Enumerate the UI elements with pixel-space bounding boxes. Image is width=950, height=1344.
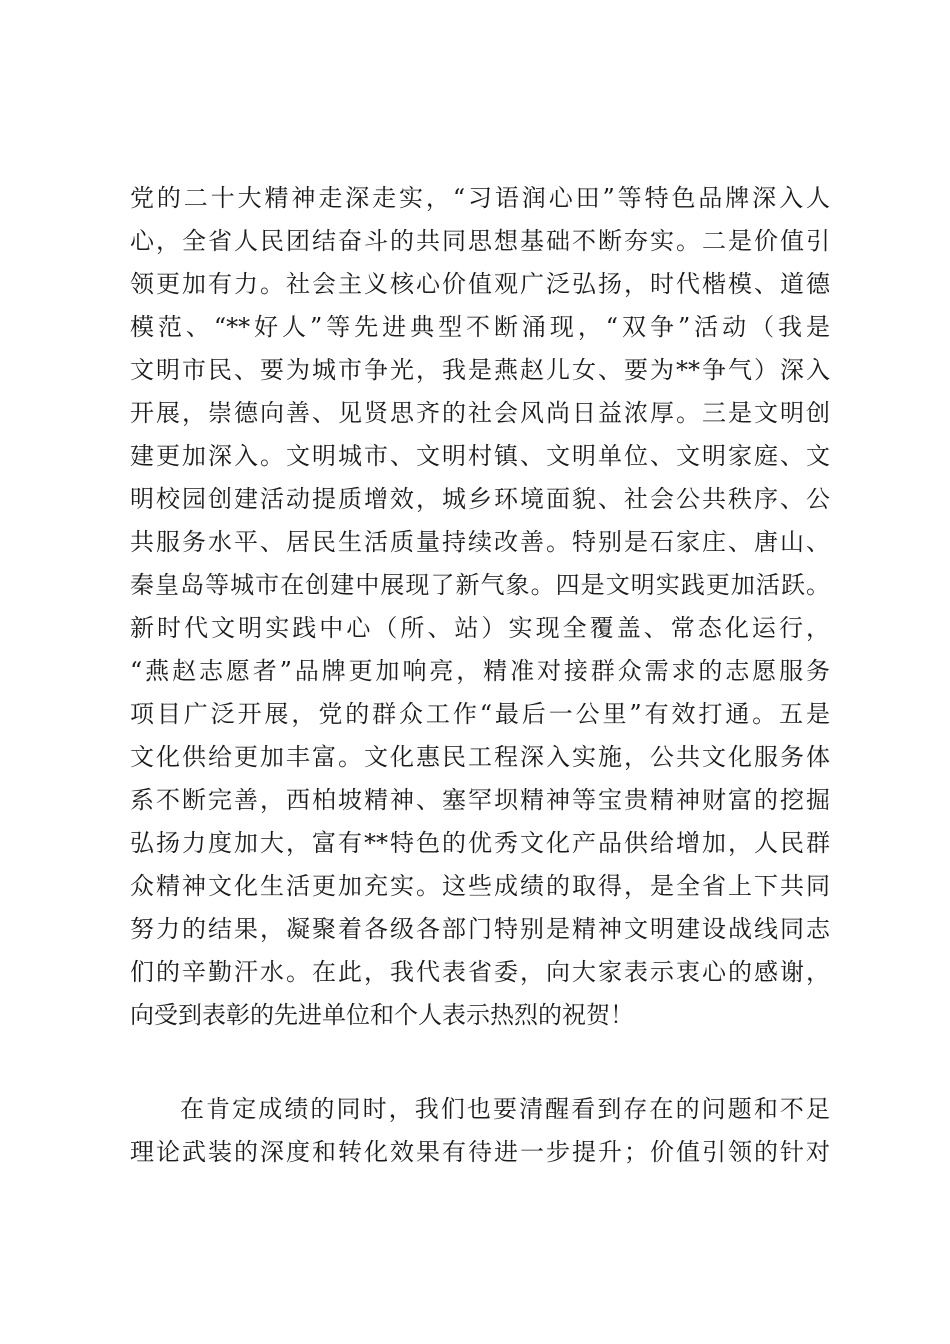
text-line: 秦皇岛等城市在创建中展现了新气象。四是文明实践更加活跃。	[130, 571, 830, 599]
text-line: 共服务水平、居民生活质量持续改善。特别是石家庄、唐山、	[130, 528, 830, 556]
text-line: 向受到表彰的先进单位和个人表示热烈的祝贺！	[130, 1001, 634, 1029]
text-line: 文化供给更加丰富。文化惠民工程深入实施，公共文化服务体	[130, 743, 830, 771]
text-line: 弘扬力度加大，富有**特色的优秀文化产品供给增加，人民群	[130, 829, 830, 857]
text-line: 建更加深入。文明城市、文明村镇、文明单位、文明家庭、文	[130, 442, 830, 470]
text-line: 们的辛勤汗水。在此，我代表省委，向大家表示衷心的感谢，	[130, 958, 830, 986]
text-line: 在肯定成绩的同时，我们也要清醒看到存在的问题和不足	[180, 1095, 830, 1123]
text-line: 明校园创建活动提质增效，城乡环境面貌、社会公共秩序、公	[130, 485, 830, 513]
text-line: 领更加有力。社会主义核心价值观广泛弘扬，时代楷模、道德	[130, 270, 830, 298]
text-line: 新时代文明实践中心（所、站）实现全覆盖、常态化运行，	[130, 614, 830, 642]
text-line: 文明市民、要为城市争光，我是燕赵儿女、要为**争气）深入	[130, 356, 830, 384]
text-line: 党的二十大精神走深走实，“习语润心田”等特色品牌深入人	[130, 184, 830, 212]
text-line: 众精神文化生活更加充实。这些成绩的取得，是全省上下共同	[130, 872, 830, 900]
text-line: “燕赵志愿者”品牌更加响亮，精准对接群众需求的志愿服务	[130, 657, 830, 685]
body-paragraph-problems	[130, 1088, 830, 1174]
text-line: 项目广泛开展，党的群众工作“最后一公里”有效打通。五是	[130, 700, 830, 728]
text-line: 心，全省人民团结奋斗的共同思想基础不断夯实。二是价值引	[130, 227, 830, 255]
text-line: 努力的结果，凝聚着各级各部门特别是精神文明建设战线同志	[130, 915, 830, 943]
body-paragraph-achievements	[130, 177, 830, 1037]
text-line: 开展，崇德向善、见贤思齐的社会风尚日益浓厚。三是文明创	[130, 399, 830, 427]
text-line: 系不断完善，西柏坡精神、塞罕坝精神等宝贵精神财富的挖掘	[130, 786, 830, 814]
text-line: 模范、“**好人”等先进典型不断涌现，“双争”活动（我是	[130, 313, 830, 341]
text-line: 理论武装的深度和转化效果有待进一步提升；价值引领的针对	[130, 1138, 830, 1166]
